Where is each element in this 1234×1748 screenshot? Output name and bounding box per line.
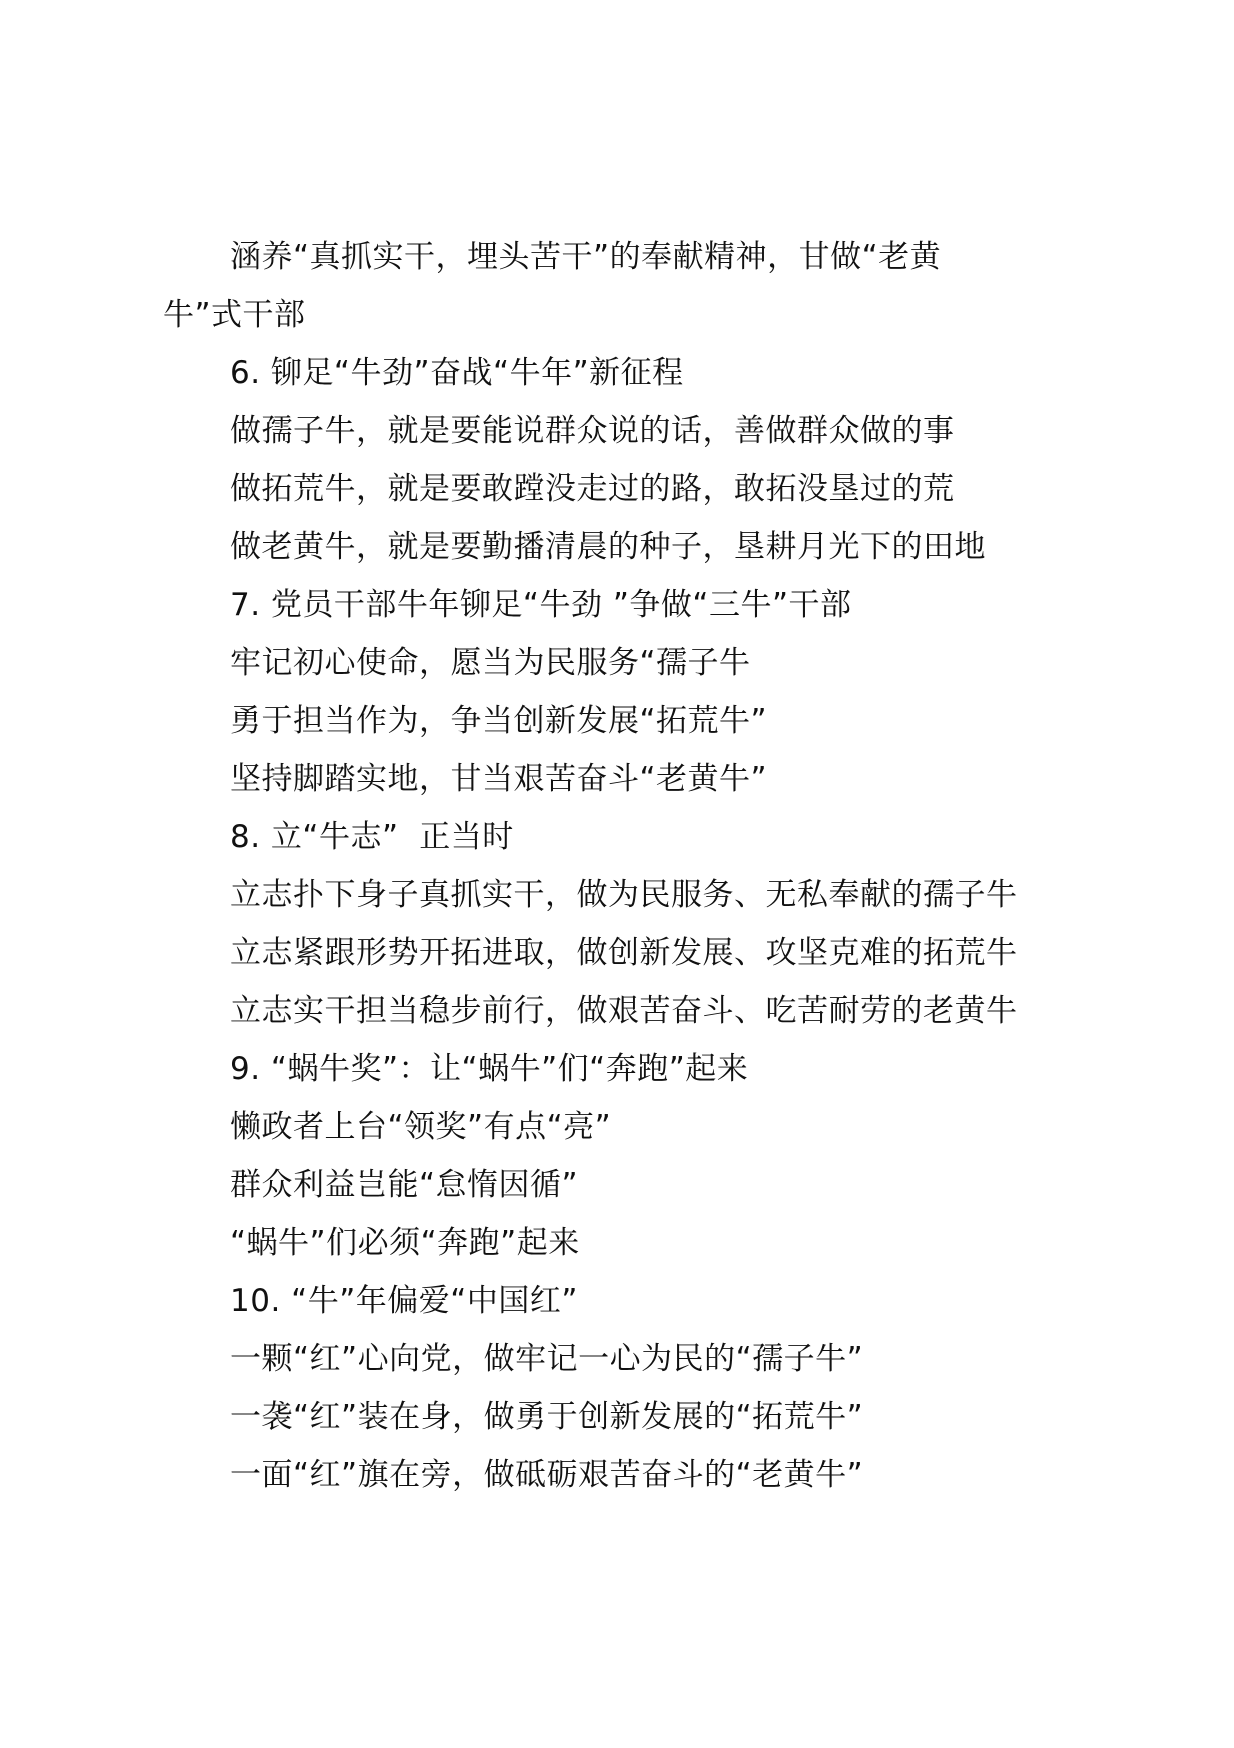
list-item: 群众利益岂能“怠惰因循” — [230, 1167, 579, 1203]
list-item: 懒政者上台“领奖”有点“亮” — [230, 1109, 612, 1145]
paragraph-line: 涵养“真抓实干，埋头苦干”的奉献精神，甘做“老黄 — [230, 239, 942, 275]
list-item: 一面“红”旗在旁，做砥砺艰苦奋斗的“老黄牛” — [230, 1457, 864, 1493]
section-heading-8: 8. 立“牛志” 正当时 — [230, 819, 514, 855]
section-heading-7: 7. 党员干部牛年铆足“牛劲 ”争做“三牛”干部 — [230, 587, 852, 623]
list-item: 一颗“红”心向党，做牢记一心为民的“孺子牛” — [230, 1341, 864, 1377]
list-item: 立志紧跟形势开拓进取，做创新发展、攻坚克难的拓荒牛 — [230, 935, 1018, 971]
list-item: 一袭“红”装在身，做勇于创新发展的“拓荒牛” — [230, 1399, 864, 1435]
section-heading-6: 6. 铆足“牛劲”奋战“牛年”新征程 — [230, 355, 684, 391]
list-item: 立志实干担当稳步前行，做艰苦奋斗、吃苦耐劳的老黄牛 — [230, 993, 1018, 1029]
list-item: 做拓荒牛，就是要敢蹚没走过的路，敢拓没垦过的荒 — [230, 471, 955, 507]
list-item: 勇于担当作为，争当创新发展“拓荒牛” — [230, 703, 768, 739]
list-item: “蜗牛”们必须“奔跑”起来 — [230, 1225, 580, 1261]
document-body — [163, 228, 1083, 1504]
paragraph-line-wrap: 牛”式干部 — [163, 297, 306, 333]
list-item: 牢记初心使命，愿当为民服务“孺子牛 — [230, 645, 751, 681]
section-heading-10: 10. “牛”年偏爱“中国红” — [230, 1283, 578, 1319]
list-item: 立志扑下身子真抓实干，做为民服务、无私奉献的孺子牛 — [230, 877, 1018, 913]
list-item: 做老黄牛，就是要勤播清晨的种子，垦耕月光下的田地 — [230, 529, 986, 565]
list-item: 做孺子牛，就是要能说群众说的话，善做群众做的事 — [230, 413, 955, 449]
list-item: 坚持脚踏实地，甘当艰苦奋斗“老黄牛” — [230, 761, 768, 797]
section-heading-9: 9. “蜗牛奖”：让“蜗牛”们“奔跑”起来 — [230, 1051, 749, 1087]
